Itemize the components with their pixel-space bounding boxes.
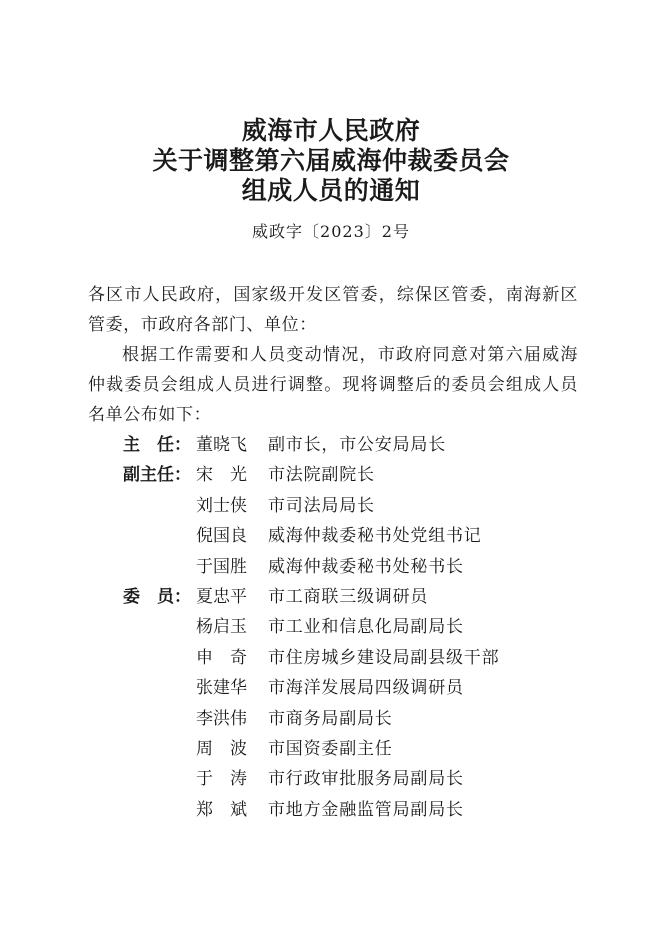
- title-line-3: 组成人员的通知: [241, 176, 421, 205]
- member-row: [0, 795, 662, 825]
- member-row: [0, 582, 662, 612]
- document-title: [0, 116, 662, 206]
- member-post: 威海仲裁委秘书处秘书长: [268, 556, 464, 577]
- member-name: 杨启玉: [196, 617, 247, 638]
- member-name: 申 奇: [196, 647, 247, 668]
- member-row: [0, 612, 662, 642]
- member-post: 市国资委副主任: [268, 738, 393, 759]
- member-name: 周 波: [196, 738, 247, 759]
- member-post: 市海洋发展局四级调研员: [268, 678, 464, 699]
- member-row: [0, 491, 662, 521]
- member-post: 市司法局局长: [268, 495, 375, 516]
- member-row: [0, 734, 662, 764]
- member-post: 威海仲裁委秘书处党组书记: [268, 526, 482, 547]
- member-row: [0, 521, 662, 551]
- member-role: 主 任：: [123, 435, 191, 455]
- member-row: [0, 430, 662, 460]
- member-post: 市法院副院长: [268, 465, 375, 486]
- recipients-paragraph: 各区市人民政府，国家级开发区管委，综保区管委，南海新区管委，市政府各部门、单位：: [88, 285, 578, 335]
- member-row: [0, 704, 662, 734]
- member-name: 刘士侠: [196, 495, 247, 516]
- member-name: 于国胜: [196, 556, 247, 577]
- member-name: 于 涛: [196, 769, 247, 790]
- title-line-1: 威海市人民政府: [241, 116, 421, 145]
- member-post: 市工商联三级调研员: [268, 586, 429, 607]
- member-post: 市地方金融监管局副局长: [268, 799, 464, 820]
- member-role: 副主任：: [123, 465, 191, 486]
- member-name: 宋 光: [196, 465, 247, 486]
- member-post: 市工业和信息化局副局长: [268, 617, 464, 638]
- member-list: [0, 430, 662, 825]
- title-line-2: 关于调整第六届威海仲裁委员会: [152, 146, 510, 175]
- notice-paragraph: 根据工作需要和人员变动情况，市政府同意对第六届威海仲裁委员会组成人员进行调整。现将调整后的委员会组成人员名单公布如下：: [88, 345, 578, 425]
- member-name: 张建华: [196, 678, 247, 699]
- member-post: 市住房城乡建设局副县级干部: [268, 647, 500, 668]
- member-post: 副市长，市公安局局长: [268, 435, 446, 455]
- member-row: [0, 552, 662, 582]
- member-row: [0, 643, 662, 673]
- member-post: 市商务局副局长: [268, 708, 393, 729]
- member-name: 董晓飞: [196, 435, 247, 455]
- member-name: 倪国良: [196, 526, 247, 547]
- member-row: [0, 764, 662, 794]
- member-name: 郑 斌: [196, 799, 247, 820]
- member-row: [0, 460, 662, 490]
- member-name: 李洪伟: [196, 708, 247, 729]
- document-number: 威政字〔2023〕2号: [252, 222, 410, 241]
- member-post: 市行政审批服务局副局长: [268, 769, 464, 790]
- member-role: 委 员：: [123, 586, 191, 607]
- member-row: [0, 673, 662, 703]
- member-name: 夏忠平: [196, 586, 247, 607]
